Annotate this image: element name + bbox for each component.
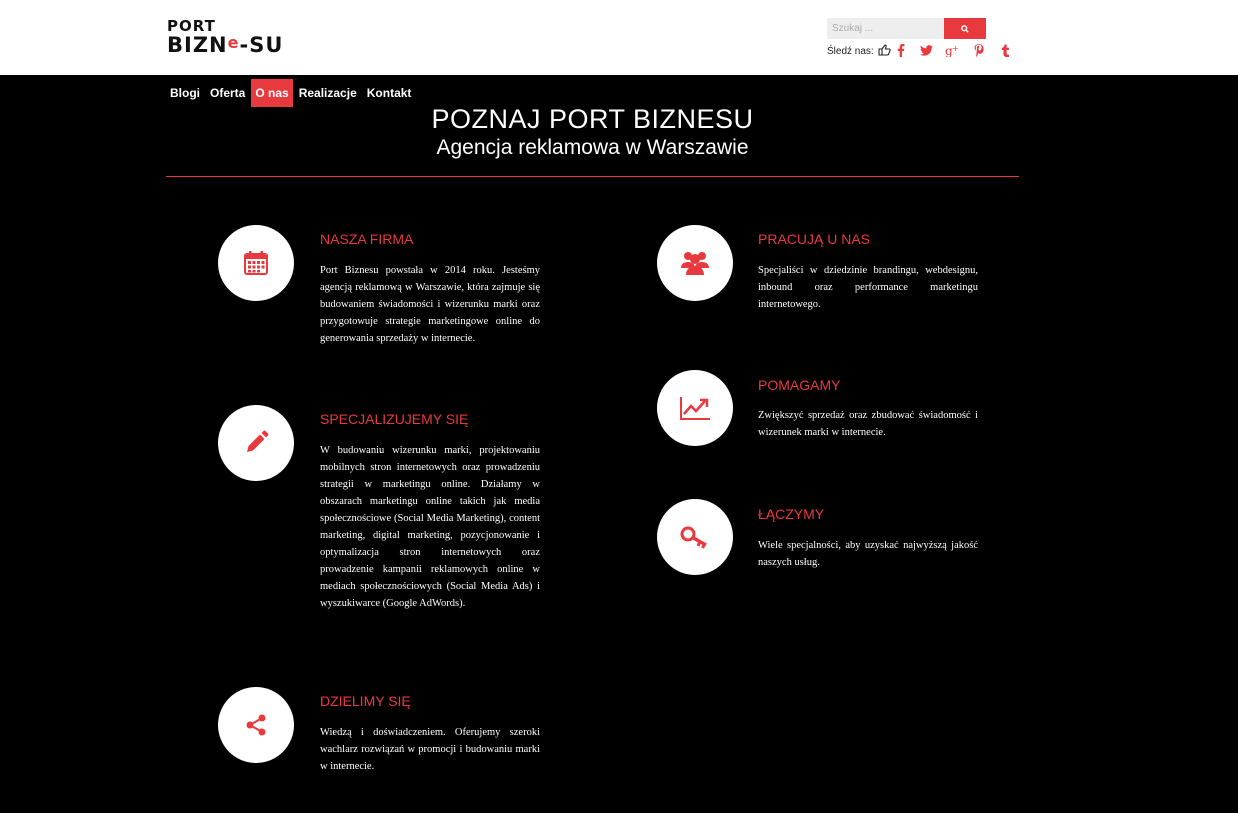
logo-line-2 (167, 34, 283, 58)
nav-item-o-nas[interactable]: O nas (251, 79, 292, 107)
divider (166, 176, 1019, 177)
feature-text-specjalizujemy: W budowaniu wizerunku marki, projektowaniu mobilnych stron internetowych oraz prowadzeniu strategii w marketingu online. Działamy w obszarach marketingu online takich jak media społecznościowe (Social Media Marketing), content marketing, digital marketing, pozycjonowanie i optymalizacja stron internetowych oraz prowadzenie kampanii reklamowych online w mediach społecznościowych (Social Media Ads) i wyszukiwarce (Google AdWords). (320, 445, 540, 609)
feature-icon-circle (218, 687, 294, 763)
share-icon (244, 713, 268, 737)
svg-text:+: + (952, 43, 959, 53)
feature-title-laczymy: ŁĄCZYMY (758, 506, 825, 522)
logo[interactable] (167, 18, 283, 58)
search-icon (961, 25, 969, 33)
feature-text-nasza-firma: Port Biznesu powstała w 2014 roku. Jesteśmy agencją reklamową w Warszawie, która zajmuje się budowaniem świadomości i wizerunku marki oraz przygotowuje strategie marketingowe online do generowania sprzedaży w internecie. (320, 265, 540, 344)
header (0, 0, 1238, 75)
search-input[interactable] (827, 18, 944, 39)
logo-line-1: PORT (167, 17, 216, 35)
pencil-icon (243, 430, 269, 456)
nav-item-kontakt[interactable]: Kontakt (366, 86, 412, 100)
main-nav (166, 79, 417, 107)
follow-us (827, 42, 891, 60)
page-subtitle: Agencja reklamowa w Warszawie (436, 136, 749, 159)
follow-label: Śledź nas: (827, 45, 874, 57)
line-chart-icon (679, 395, 711, 421)
feature-title-nasza-firma: NASZA FIRMA (320, 231, 414, 247)
logo-part-e: e (227, 33, 240, 52)
tumblr-icon[interactable] (998, 42, 1012, 58)
feature-icon-circle (657, 225, 733, 301)
feature-text-dzielimy: Wiedzą i doświadczeniem. Oferujemy szeroki wachlarz rozwiązań w promocji i budowaniu marki w internecie. (320, 727, 540, 772)
logo-part-a: BIZN (167, 33, 228, 57)
google-plus-icon[interactable] (945, 42, 959, 58)
users-icon (680, 250, 710, 276)
nav-item-realizacje[interactable]: Realizacje (298, 86, 357, 100)
feature-icon-circle (218, 225, 294, 301)
svg-text:g: g (945, 43, 953, 57)
pinterest-icon[interactable] (972, 42, 986, 58)
feature-title-pomagamy: POMAGAMY (758, 377, 841, 393)
thumbs-up-icon (878, 44, 891, 59)
feature-icon-circle (657, 499, 733, 575)
logo-part-c: -SU (239, 33, 284, 57)
feature-title-pracuja: PRACUJĄ U NAS (758, 231, 871, 247)
facebook-icon[interactable] (894, 42, 908, 58)
calendar-icon (243, 250, 269, 276)
nav-item-oferta[interactable]: Oferta (210, 86, 246, 100)
feature-icon-circle (218, 405, 294, 481)
feature-text-laczymy: Wiele specjalności, aby uzyskać najwyższą jakość naszych usług. (758, 540, 978, 568)
page-title: POZNAJ PORT BIZNESU (431, 104, 754, 134)
feature-icon-circle (657, 370, 733, 446)
nav-item-blogi[interactable]: Blogi (170, 86, 200, 100)
twitter-icon[interactable] (919, 42, 933, 58)
feature-text-pracuja: Specjaliści w dziedzinie brandingu, webdesignu, inbound oraz performance marketingu internetowego. (758, 265, 978, 310)
feature-text-pomagamy: Zwiększyć sprzedaż oraz zbudować świadomość i wizerunek marki w internecie. (758, 410, 978, 438)
key-icon (680, 525, 710, 549)
feature-title-specjalizujemy: SPECJALIZUJEMY SIĘ (320, 411, 469, 427)
feature-title-dzielimy: DZIELIMY SIĘ (320, 693, 411, 709)
search-button[interactable] (944, 18, 986, 39)
